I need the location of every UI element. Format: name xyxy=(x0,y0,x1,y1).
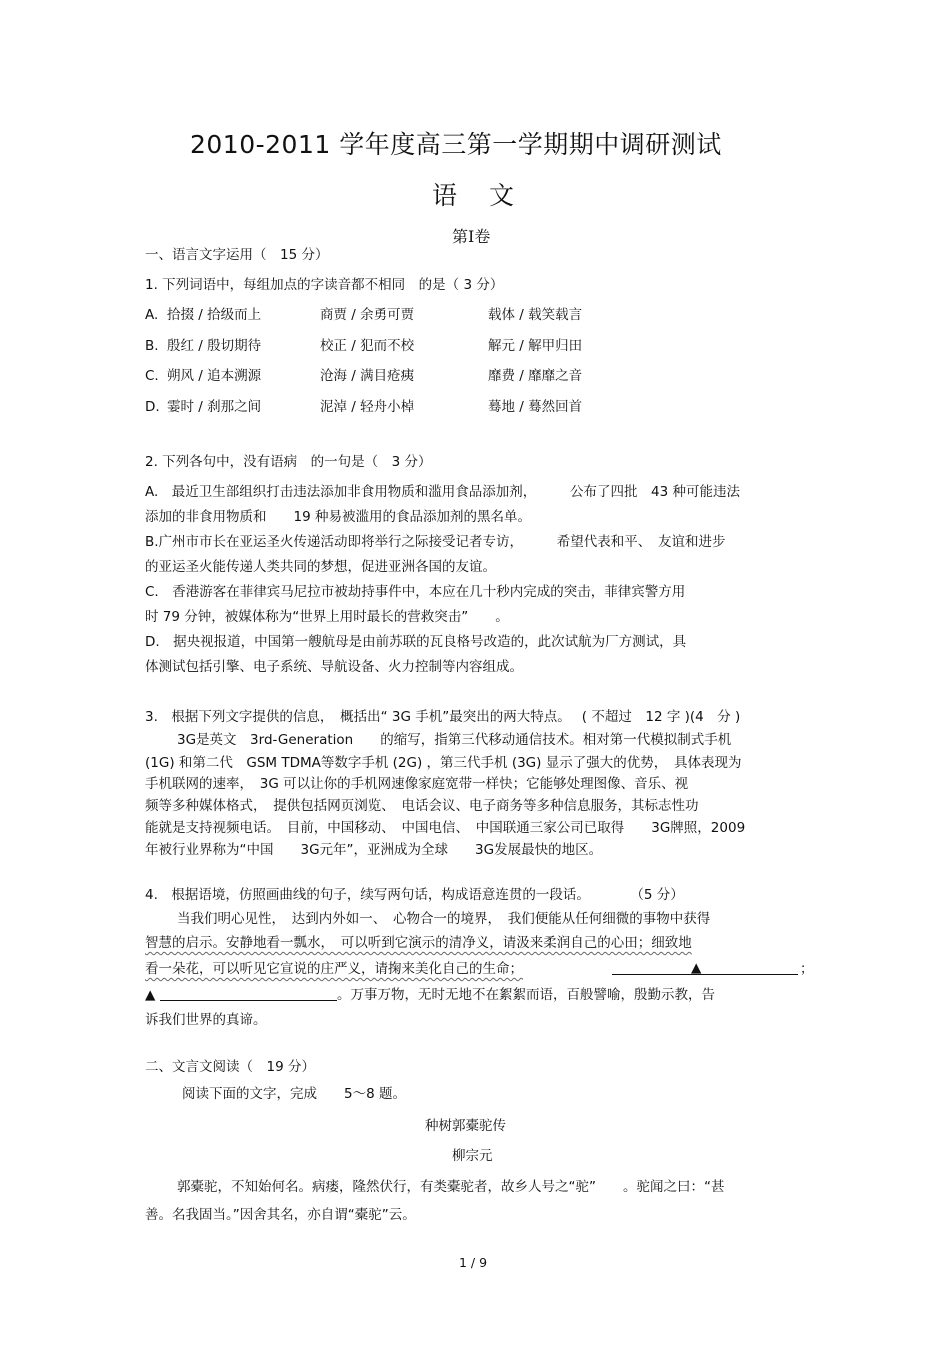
option-label: B. xyxy=(145,338,159,354)
q2-option-c-line2: 时 79 分钟，被媒体称为“世界上用时最长的营救突击” 。 xyxy=(145,609,509,625)
q4-triangle-marker-1: ▲ xyxy=(691,960,702,976)
q4-model-sentence-1: 智慧的启示。安静地看一瓢水， 可以听到它演示的清净义，请汲来柔润自己的心田；细致地 xyxy=(145,935,692,951)
q4-text-line5: 诉我们世界的真谛。 xyxy=(145,1012,267,1028)
option-col-2: 校正 / 犯而不校 xyxy=(320,338,415,354)
option-label: A. xyxy=(145,307,159,323)
option-col-1: 殷红 / 殷切期待 xyxy=(167,338,262,354)
passage-author: 柳宗元 xyxy=(452,1148,493,1164)
q3-text-line4: 频等多种媒体格式， 提供包括网页浏览、 电话会议、电子商务等多种信息服务，其标志性功 xyxy=(145,798,699,814)
option-col-1: 霎时 / 刹那之间 xyxy=(167,399,262,415)
passage-paragraph-line2: 善。名我固当。”因舍其名，亦自谓“橐驼”云。 xyxy=(145,1207,416,1223)
q4-text-line1: 当我们明心见性， 达到内外如一、 心物合一的境界， 我们便能从任何细微的事物中获得 xyxy=(177,911,711,927)
q2-option-a-line1: A. 最近卫生部组织打击违法添加非食用物质和滥用食品添加剂， 公布了四批 43 种可能违法 xyxy=(145,484,741,500)
option-col-2: 商贾 / 余勇可贾 xyxy=(320,307,415,323)
q3-text-line2: (1G) 和第二代 GSM TDMA等数字手机 (2G) ，第三代手机 (3G) 显示了强大的优势， 具体表现为 xyxy=(145,755,742,771)
option-label: D. xyxy=(145,399,160,415)
q1-stem: 1. 下列词语中，每组加点的字读音都不相同 的是（ 3 分） xyxy=(145,277,504,293)
section2-heading: 二、文言文阅读（ 19 分） xyxy=(145,1059,315,1075)
passage-paragraph-line1: 郭橐驼，不知始何名。病瘘，隆然伏行，有类橐驼者，故乡人号之“驼” 。驼闻之曰：“甚 xyxy=(177,1179,725,1195)
option-col-1: 朔风 / 追本溯源 xyxy=(167,368,262,384)
q4-answer-blank-2[interactable] xyxy=(160,1000,337,1001)
q3-stem: 3. 根据下列文字提供的信息， 概括出“ 3G 手机”最突出的两大特点。 ( 不超过 12 字 )(4 分 ) xyxy=(145,709,741,725)
passage-title: 种树郭橐驼传 xyxy=(425,1118,506,1134)
q4-triangle-marker-2: ▲ xyxy=(145,987,156,1003)
q2-option-b-line2: 的亚运圣火能传递人类共同的梦想，促进亚洲各国的友谊。 xyxy=(145,559,496,575)
q4-semicolon: ； xyxy=(800,961,814,977)
option-col-2: 泥淖 / 轻舟小棹 xyxy=(320,399,415,415)
option-col-3: 靡费 / 靡靡之音 xyxy=(488,368,583,384)
q3-text-line1: 3G是英文 3rd-Generation 的缩写，指第三代移动通信技术。相对第一代模拟制式手机 xyxy=(177,732,732,748)
exam-title: 2010-2011 学年度高三第一学期期中调研测试 xyxy=(190,130,722,159)
q4-stem: 4. 根据语境，仿照画曲线的句子，续写两句话，构成语意连贯的一段话。 （5 分） xyxy=(145,887,684,903)
q3-text-line6: 年被行业界称为“中国 3G元年”，亚洲成为全球 3G发展最快的地区。 xyxy=(145,842,603,858)
q3-text-line5: 能就是支持视频电话。 目前，中国移动、 中国电信、 中国联通三家公司已取得 3G牌照，2009 xyxy=(145,820,746,836)
q4-model-sentence-2: 看一朵花，可以听见它宣说的庄严义，请掬来美化自己的生命； xyxy=(145,961,523,977)
option-col-1: 拾掇 / 拾级而上 xyxy=(167,307,262,323)
q2-option-a-line2: 添加的非食用物质和 19 种易被滥用的食品添加剂的黑名单。 xyxy=(145,509,531,525)
q2-stem: 2. 下列各句中，没有语病 的一句是（ 3 分） xyxy=(145,454,432,470)
q4-text-line4: 。万事万物，无时无地不在絮絮而语，百般譬喻，殷勤示教，告 xyxy=(337,987,715,1003)
option-col-3: 蓦地 / 蓦然回首 xyxy=(488,399,583,415)
section1-heading: 一、语言文字运用（ 15 分） xyxy=(145,247,329,263)
subject-title: 语文 xyxy=(432,181,547,210)
page-number: 1 / 9 xyxy=(459,1255,488,1270)
q3-text-line3: 手机联网的速率， 3G 可以让你的手机网速像家庭宽带一样快；它能够处理图像、音乐、视 xyxy=(145,776,689,792)
volume-label: 第Ⅰ卷 xyxy=(452,227,491,246)
q2-option-b-line1: B.广州市市长在亚运圣火传递活动即将举行之际接受记者专访， 希望代表和平、 友谊和进步 xyxy=(145,534,726,550)
option-col-3: 解元 / 解甲归田 xyxy=(488,338,583,354)
option-label: C. xyxy=(145,368,159,384)
q2-option-c-line1: C. 香港游客在菲律宾马尼拉市被劫持事件中，本应在几十秒内完成的突击，菲律宾警方用 xyxy=(145,584,686,600)
q2-option-d-line2: 体测试包括引擎、电子系统、导航设备、火力控制等内容组成。 xyxy=(145,659,523,675)
q4-answer-blank-1[interactable] xyxy=(612,974,798,975)
section2-intro: 阅读下面的文字，完成 5～8 题。 xyxy=(182,1086,406,1102)
option-col-2: 沧海 / 满目疮痍 xyxy=(320,368,415,384)
q2-option-d-line1: D. 据央视报道，中国第一艘航母是由前苏联的瓦良格号改造的，此次试航为厂方测试，具 xyxy=(145,634,687,650)
option-col-3: 载体 / 载笑载言 xyxy=(488,307,583,323)
